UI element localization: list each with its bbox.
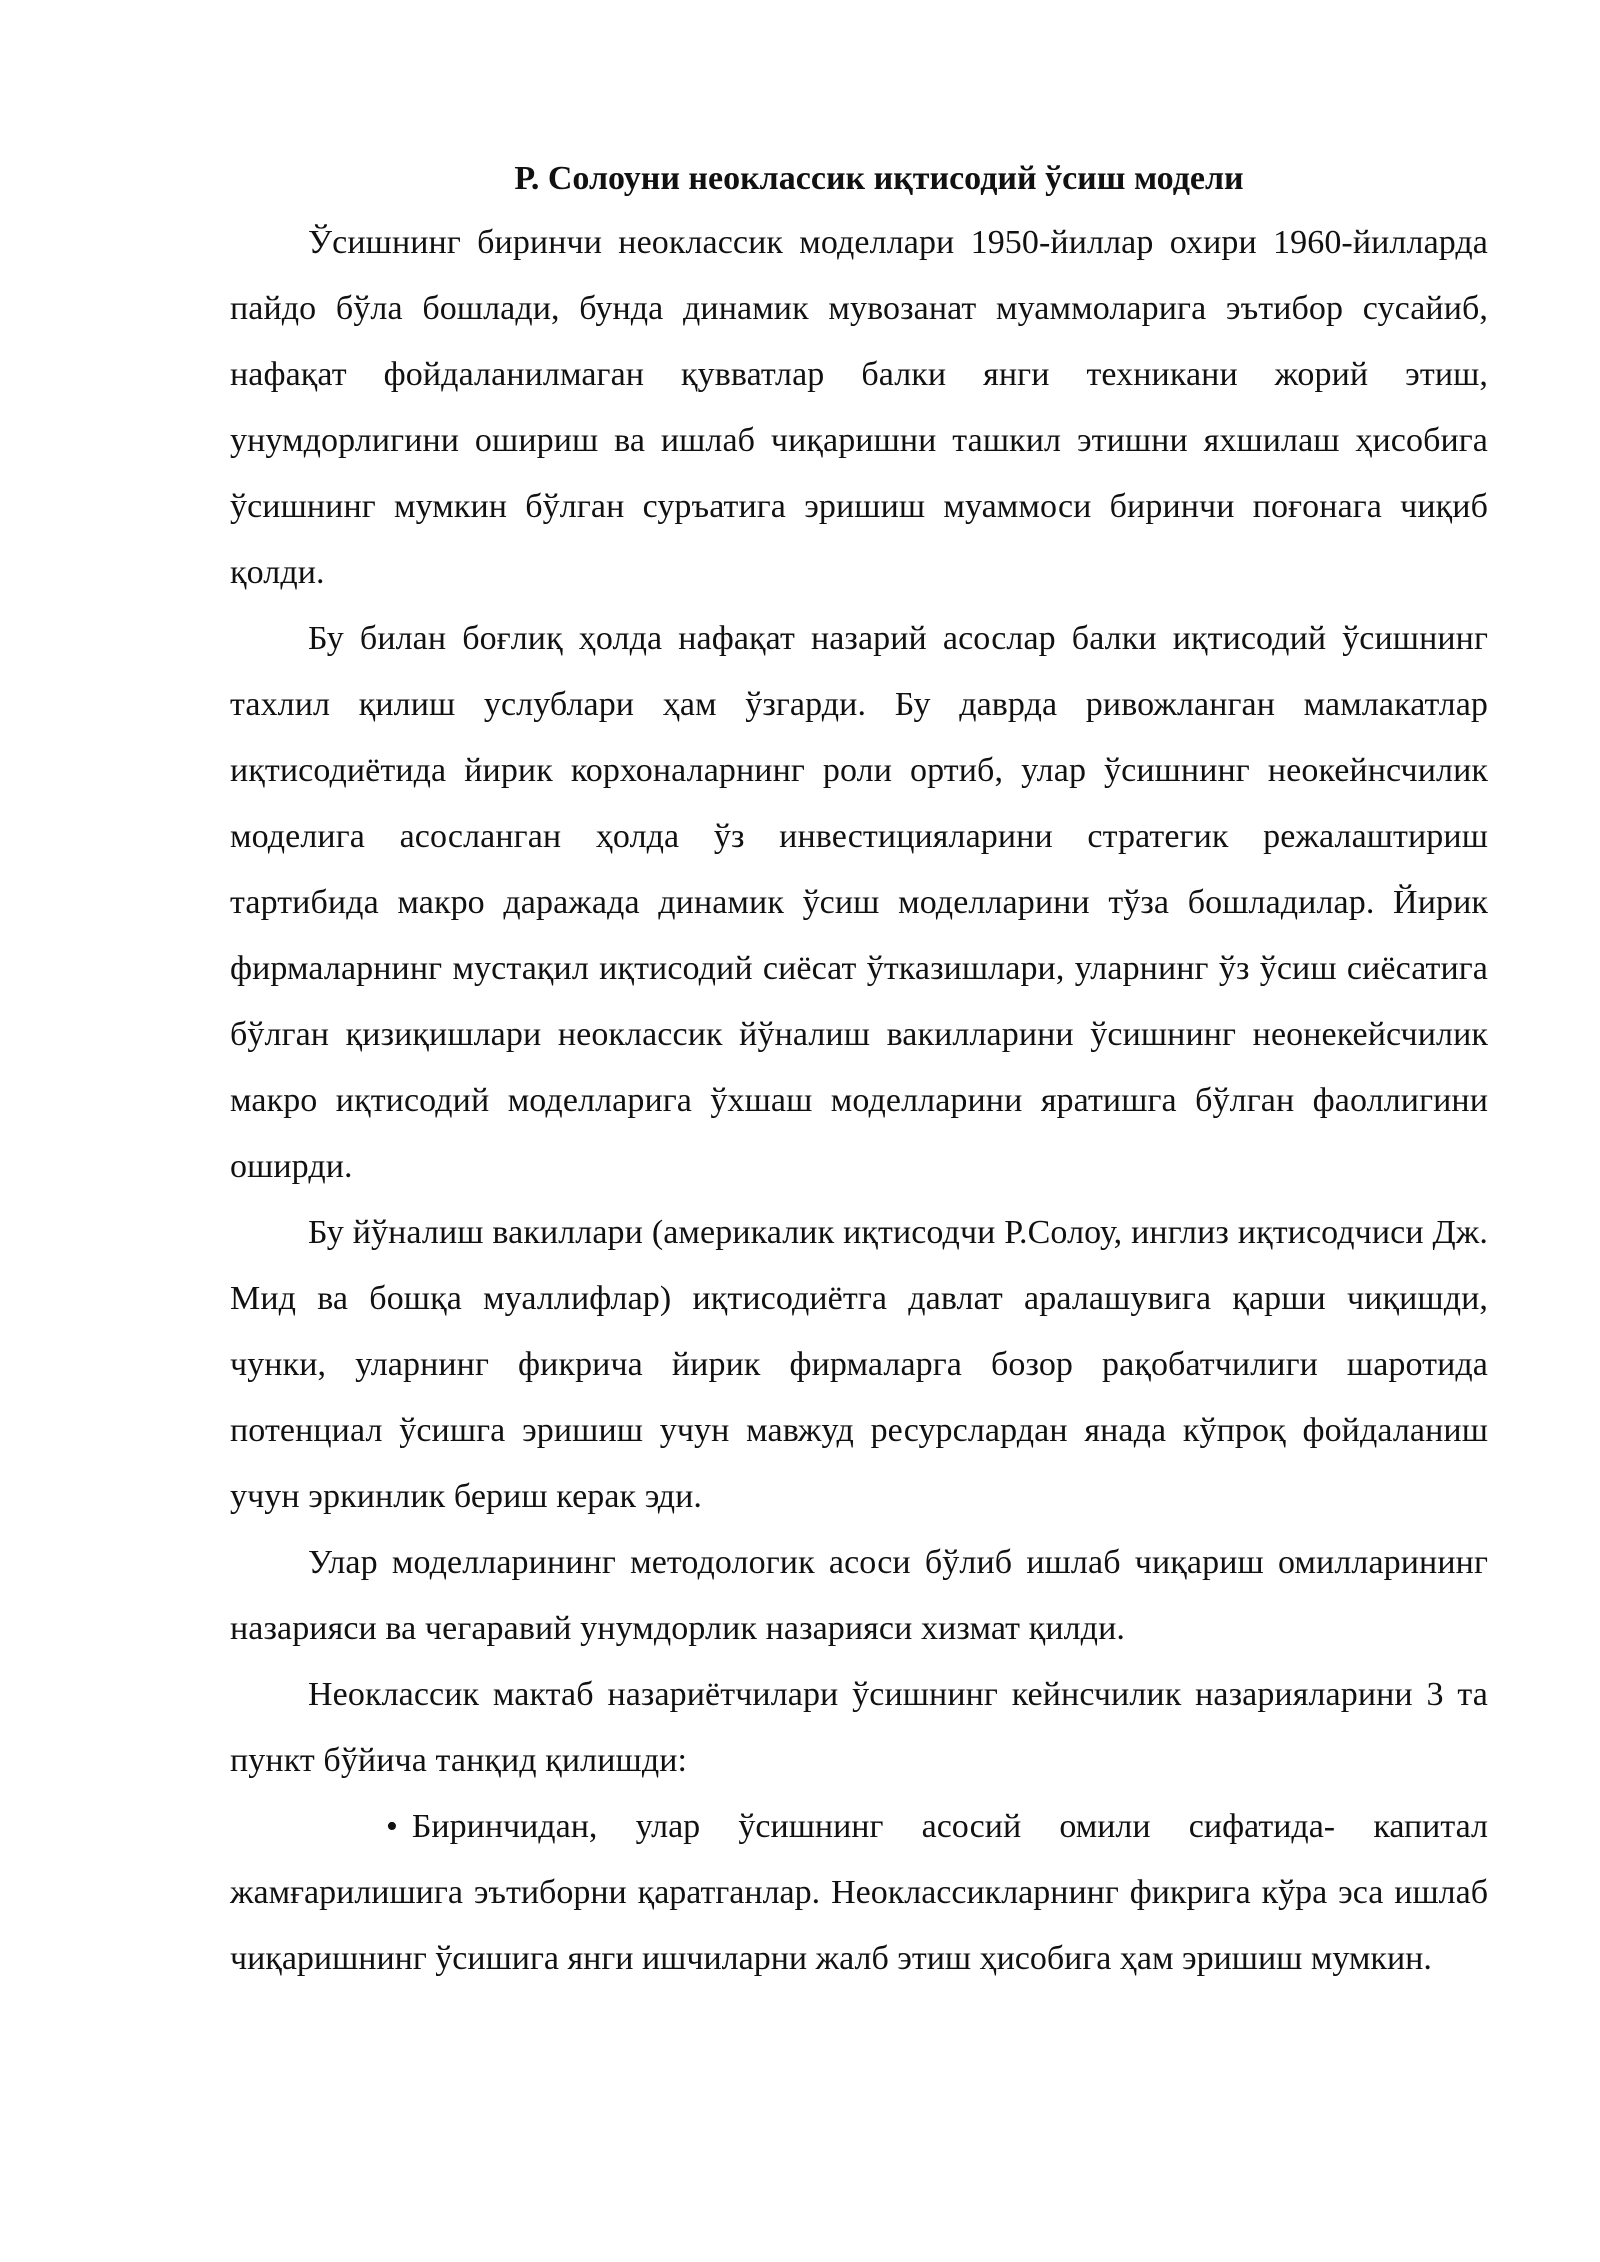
paragraph: Улар моделларининг методологик асоси бўлиб ишлаб чиқариш омилларининг назарияси ва чегаравий унумдорлик назарияси хизмат қилди.: [230, 1544, 1488, 1647]
bullet-item: [230, 1794, 1488, 1992]
paragraph: Неоклассик мактаб назариётчилари ўсишнинг кейнсчилик назарияларини 3 та пункт бўйича танқид қилишди:: [230, 1676, 1488, 1779]
paragraph: Бу йўналиш вакиллари (америкалик иқтисодчи Р.Солоу, инглиз иқтисодчиси Дж. Мид ва бошқа муаллифлар) иқтисодиётга давлат аралашувига қарши чиқишди, чунки, уларнинг фикрича йирик фирмаларга бозор рақобатчилиги шаротида потенциал ўсишга эришиш учун мавжуд ресурслардан янада кўпроқ фойдаланиш учун эркинлик бериш керак эди.: [230, 1214, 1488, 1515]
bullet-text: Биринчидан, улар ўсишнинг асосий омили сифатида- капитал жамғарилишига эътиборни қаратганлар. Неоклассикларнинг фикрига кўра эса ишлаб чиқаришнинг ўсишига янги ишчиларни жалб этиш ҳисобига ҳам эришиш мумкин.: [230, 1808, 1488, 1977]
paragraph: Ўсишнинг биринчи неоклассик моделлари 1950-йиллар охири 1960-йилларда пайдо бўла бошлади, бунда динамик мувозанат муаммоларига эътибор сусайиб, нафақат фойдаланилмаган қувватлар балки янги техникани жорий этиш, унумдорлигини ошириш ва ишлаб чиқаришни ташкил этишни яхшилаш ҳисобига ўсишнинг мумкин бўлган суръатига эришиш муаммоси биринчи поғонага чиқиб қолди.: [230, 224, 1488, 591]
bullet-marker: •: [386, 1808, 398, 1845]
paragraph: Бу билан боғлиқ ҳолда нафақат назарий асослар балки иқтисодий ўсишнинг тахлил қилиш услублари ҳам ўзгарди. Бу даврда ривожланган мамлакатлар иқтисодиётида йирик корхоналарнинг роли ортиб, улар ўсишнинг неокейнсчилик моделига асосланган ҳолда ўз инвестицияларини стратегик режалаштириш тартибида макро даражада динамик ўсиш моделларини тўза бошладилар. Йирик фирмаларнинг мустақил иқтисодий сиёсат ўтказишлари, уларнинг ўз ўсиш сиёсатига бўлган қизиқишлари неоклассик йўналиш вакилларини ўсишнинг неонекейсчилик макро иқтисодий моделларига ўхшаш моделларини яратишга бўлган фаоллигини оширди.: [230, 620, 1488, 1185]
document-title: Р. Солоуни неоклассик иқтисодий ўсиш модели: [514, 160, 1244, 197]
document-page: [230, 148, 1488, 1992]
